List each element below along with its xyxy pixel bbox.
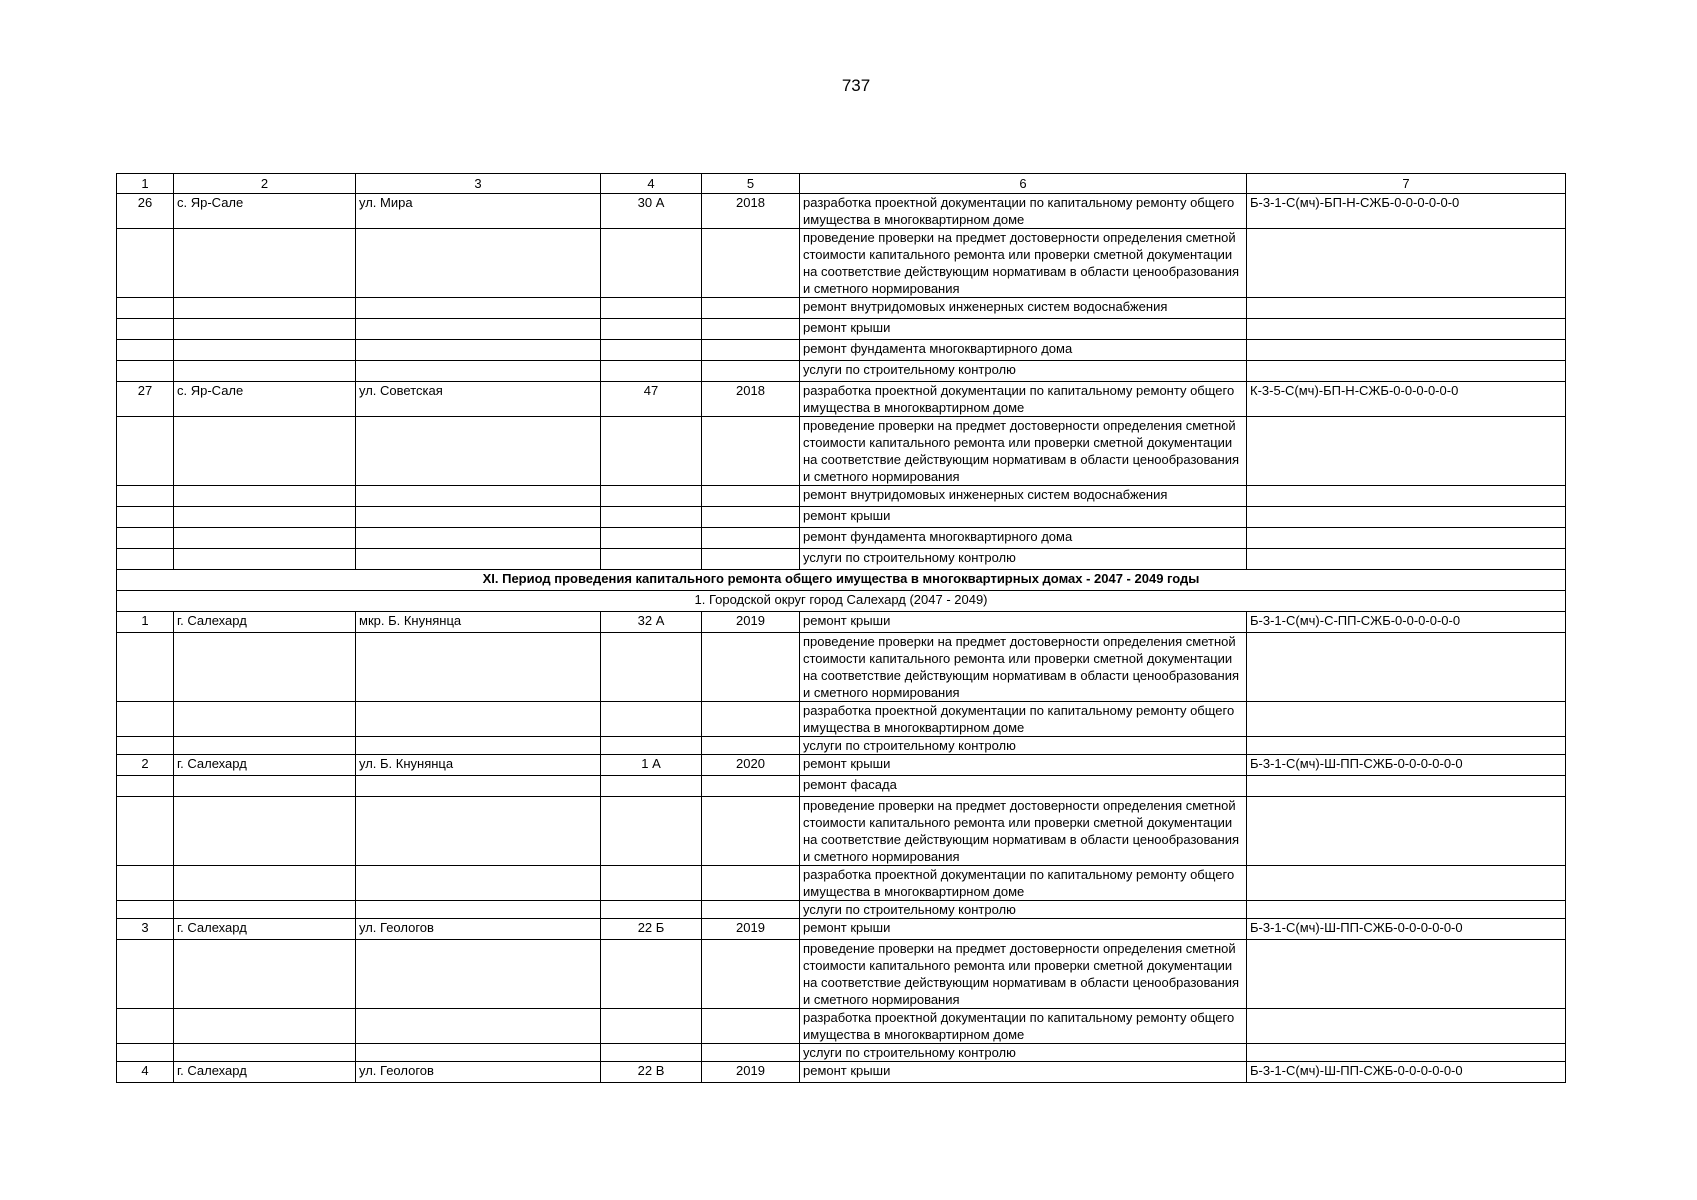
- row-number-cell: [117, 1044, 174, 1062]
- table-row: [117, 528, 1566, 549]
- street-cell: [356, 229, 601, 298]
- locality-cell: г. Салехард: [174, 755, 356, 776]
- table-row: [117, 361, 1566, 382]
- year-cell: [702, 797, 800, 866]
- street-cell: [356, 1009, 601, 1044]
- building-code-cell: [1247, 361, 1566, 382]
- house-number-cell: [601, 797, 702, 866]
- locality-cell: [174, 319, 356, 340]
- locality-cell: [174, 940, 356, 1009]
- row-number-cell: 3: [117, 919, 174, 940]
- house-number-cell: 32 А: [601, 612, 702, 633]
- street-cell: мкр. Б. Кнунянца: [356, 612, 601, 633]
- street-cell: [356, 776, 601, 797]
- locality-cell: [174, 702, 356, 737]
- year-cell: [702, 528, 800, 549]
- repair-registry-table: [116, 173, 1566, 1083]
- building-code-cell: [1247, 417, 1566, 486]
- house-number-cell: [601, 776, 702, 797]
- house-number-cell: [601, 229, 702, 298]
- table-row: [117, 1062, 1566, 1083]
- year-cell: [702, 1044, 800, 1062]
- house-number-cell: [601, 633, 702, 702]
- year-cell: 2019: [702, 919, 800, 940]
- work-type-cell: ремонт крыши: [800, 919, 1247, 940]
- building-code-cell: [1247, 737, 1566, 755]
- house-number-cell: [601, 702, 702, 737]
- row-number-cell: [117, 361, 174, 382]
- building-code-cell: [1247, 549, 1566, 570]
- locality-cell: [174, 797, 356, 866]
- street-cell: [356, 507, 601, 528]
- year-cell: [702, 633, 800, 702]
- house-number-cell: [601, 486, 702, 507]
- column-header: 3: [356, 174, 601, 194]
- year-cell: [702, 737, 800, 755]
- locality-cell: г. Салехард: [174, 1062, 356, 1083]
- building-code-cell: [1247, 507, 1566, 528]
- street-cell: [356, 298, 601, 319]
- locality-cell: [174, 507, 356, 528]
- table-row: [117, 755, 1566, 776]
- locality-cell: г. Салехард: [174, 919, 356, 940]
- building-code-cell: [1247, 1044, 1566, 1062]
- row-number-cell: [117, 866, 174, 901]
- year-cell: [702, 319, 800, 340]
- table-row: [117, 737, 1566, 755]
- work-type-cell: ремонт внутридомовых инженерных систем водоснабжения: [800, 486, 1247, 507]
- section-heading-row: [117, 570, 1566, 591]
- house-number-cell: [601, 1044, 702, 1062]
- table-row: [117, 776, 1566, 797]
- street-cell: [356, 417, 601, 486]
- work-type-cell: услуги по строительному контролю: [800, 737, 1247, 755]
- street-cell: [356, 340, 601, 361]
- row-number-cell: [117, 298, 174, 319]
- table-row: [117, 486, 1566, 507]
- building-code-cell: Б-3-1-С(мч)-Ш-ПП-СЖБ-0-0-0-0-0-0: [1247, 755, 1566, 776]
- table-row: [117, 417, 1566, 486]
- building-code-cell: [1247, 298, 1566, 319]
- street-cell: [356, 319, 601, 340]
- locality-cell: [174, 528, 356, 549]
- building-code-cell: [1247, 229, 1566, 298]
- house-number-cell: [601, 361, 702, 382]
- street-cell: [356, 737, 601, 755]
- work-type-cell: ремонт внутридомовых инженерных систем водоснабжения: [800, 298, 1247, 319]
- year-cell: [702, 940, 800, 1009]
- work-type-cell: разработка проектной документации по капитальному ремонту общего имущества в многоквартирном доме: [800, 866, 1247, 901]
- house-number-cell: [601, 1009, 702, 1044]
- street-cell: [356, 797, 601, 866]
- column-header: 4: [601, 174, 702, 194]
- building-code-cell: [1247, 776, 1566, 797]
- street-cell: [356, 528, 601, 549]
- building-code-cell: [1247, 319, 1566, 340]
- row-number-cell: [117, 776, 174, 797]
- work-type-cell: ремонт крыши: [800, 612, 1247, 633]
- house-number-cell: [601, 319, 702, 340]
- house-number-cell: [601, 507, 702, 528]
- year-cell: [702, 549, 800, 570]
- building-code-cell: [1247, 528, 1566, 549]
- row-number-cell: [117, 797, 174, 866]
- row-number-cell: [117, 229, 174, 298]
- table-header: [117, 174, 1566, 194]
- row-number-cell: [117, 737, 174, 755]
- table-row: [117, 1009, 1566, 1044]
- year-cell: [702, 229, 800, 298]
- street-cell: ул. Б. Кнунянца: [356, 755, 601, 776]
- row-number-cell: 27: [117, 382, 174, 417]
- locality-cell: [174, 776, 356, 797]
- row-number-cell: [117, 549, 174, 570]
- locality-cell: с. Яр-Сале: [174, 194, 356, 229]
- year-cell: [702, 901, 800, 919]
- locality-cell: [174, 361, 356, 382]
- table-row: [117, 797, 1566, 866]
- work-type-cell: проведение проверки на предмет достоверности определения сметной стоимости капитального ремонта или проверки сметной документации на соответствие действующим нормативам в области ценообразования и сметного нормирования: [800, 940, 1247, 1009]
- street-cell: ул. Мира: [356, 194, 601, 229]
- building-code-cell: К-3-5-С(мч)-БП-Н-СЖБ-0-0-0-0-0-0: [1247, 382, 1566, 417]
- section-heading: XI. Период проведения капитального ремонта общего имущества в многоквартирных домах - 2047 - 2049 годы: [117, 570, 1566, 591]
- year-cell: 2020: [702, 755, 800, 776]
- street-cell: [356, 901, 601, 919]
- work-type-cell: проведение проверки на предмет достоверности определения сметной стоимости капитального ремонта или проверки сметной документации на соответствие действующим нормативам в области ценообразования и сметного нормирования: [800, 633, 1247, 702]
- row-number-cell: 2: [117, 755, 174, 776]
- year-cell: [702, 486, 800, 507]
- house-number-cell: [601, 549, 702, 570]
- table-row: [117, 229, 1566, 298]
- building-code-cell: Б-3-1-С(мч)-Ш-ПП-СЖБ-0-0-0-0-0-0: [1247, 1062, 1566, 1083]
- year-cell: 2019: [702, 1062, 800, 1083]
- building-code-cell: [1247, 633, 1566, 702]
- row-number-cell: 4: [117, 1062, 174, 1083]
- building-code-cell: Б-3-1-С(мч)-С-ПП-СЖБ-0-0-0-0-0-0: [1247, 612, 1566, 633]
- row-number-cell: [117, 417, 174, 486]
- table-row: [117, 919, 1566, 940]
- column-header: 6: [800, 174, 1247, 194]
- year-cell: [702, 866, 800, 901]
- table-row: [117, 507, 1566, 528]
- work-type-cell: ремонт крыши: [800, 755, 1247, 776]
- house-number-cell: [601, 417, 702, 486]
- house-number-cell: [601, 298, 702, 319]
- row-number-cell: [117, 319, 174, 340]
- row-number-cell: 26: [117, 194, 174, 229]
- table-row: [117, 319, 1566, 340]
- table-row: [117, 612, 1566, 633]
- street-cell: ул. Геологов: [356, 919, 601, 940]
- work-type-cell: разработка проектной документации по капитальному ремонту общего имущества в многоквартирном доме: [800, 194, 1247, 229]
- column-header: 2: [174, 174, 356, 194]
- page-number: 737: [841, 76, 871, 95]
- subsection-heading: 1. Городской округ город Салехард (2047 - 2049): [117, 591, 1566, 612]
- locality-cell: [174, 298, 356, 319]
- row-number-cell: [117, 633, 174, 702]
- street-cell: [356, 866, 601, 901]
- row-number-cell: [117, 901, 174, 919]
- year-cell: [702, 776, 800, 797]
- work-type-cell: разработка проектной документации по капитальному ремонту общего имущества в многоквартирном доме: [800, 1009, 1247, 1044]
- work-type-cell: ремонт крыши: [800, 507, 1247, 528]
- building-code-cell: [1247, 866, 1566, 901]
- street-cell: [356, 361, 601, 382]
- work-type-cell: услуги по строительному контролю: [800, 549, 1247, 570]
- work-type-cell: ремонт крыши: [800, 1062, 1247, 1083]
- locality-cell: [174, 901, 356, 919]
- street-cell: [356, 549, 601, 570]
- row-number-cell: [117, 940, 174, 1009]
- row-number-cell: [117, 702, 174, 737]
- work-type-cell: услуги по строительному контролю: [800, 901, 1247, 919]
- building-code-cell: [1247, 901, 1566, 919]
- house-number-cell: [601, 340, 702, 361]
- table-row: [117, 298, 1566, 319]
- table-row: [117, 549, 1566, 570]
- street-cell: [356, 486, 601, 507]
- locality-cell: [174, 633, 356, 702]
- work-type-cell: ремонт крыши: [800, 319, 1247, 340]
- locality-cell: с. Яр-Сале: [174, 382, 356, 417]
- house-number-cell: [601, 940, 702, 1009]
- work-type-cell: разработка проектной документации по капитальному ремонту общего имущества в многоквартирном доме: [800, 382, 1247, 417]
- year-cell: [702, 417, 800, 486]
- row-number-cell: [117, 486, 174, 507]
- house-number-cell: [601, 866, 702, 901]
- year-cell: [702, 340, 800, 361]
- house-number-cell: 30 А: [601, 194, 702, 229]
- year-cell: [702, 507, 800, 528]
- year-cell: 2018: [702, 194, 800, 229]
- work-type-cell: ремонт фундамента многоквартирного дома: [800, 528, 1247, 549]
- house-number-cell: 22 В: [601, 1062, 702, 1083]
- table-row: [117, 901, 1566, 919]
- row-number-cell: 1: [117, 612, 174, 633]
- row-number-cell: [117, 507, 174, 528]
- house-number-cell: 1 А: [601, 755, 702, 776]
- column-header: 7: [1247, 174, 1566, 194]
- year-cell: [702, 361, 800, 382]
- year-cell: [702, 702, 800, 737]
- table-row: [117, 633, 1566, 702]
- locality-cell: [174, 737, 356, 755]
- building-code-cell: [1247, 702, 1566, 737]
- street-cell: [356, 633, 601, 702]
- table-row: [117, 194, 1566, 229]
- locality-cell: [174, 549, 356, 570]
- subsection-heading-row: [117, 591, 1566, 612]
- table-row: [117, 940, 1566, 1009]
- building-code-cell: [1247, 1009, 1566, 1044]
- year-cell: 2019: [702, 612, 800, 633]
- table-row: [117, 702, 1566, 737]
- table-row: [117, 1044, 1566, 1062]
- column-header: 1: [117, 174, 174, 194]
- locality-cell: [174, 866, 356, 901]
- building-code-cell: [1247, 340, 1566, 361]
- street-cell: ул. Советская: [356, 382, 601, 417]
- year-cell: [702, 1009, 800, 1044]
- house-number-cell: 47: [601, 382, 702, 417]
- work-type-cell: услуги по строительному контролю: [800, 361, 1247, 382]
- street-cell: [356, 940, 601, 1009]
- locality-cell: г. Салехард: [174, 612, 356, 633]
- building-code-cell: Б-3-1-С(мч)-Ш-ПП-СЖБ-0-0-0-0-0-0: [1247, 919, 1566, 940]
- house-number-cell: 22 Б: [601, 919, 702, 940]
- locality-cell: [174, 340, 356, 361]
- work-type-cell: проведение проверки на предмет достоверности определения сметной стоимости капитального ремонта или проверки сметной документации на соответствие действующим нормативам в области ценообразования и сметного нормирования: [800, 797, 1247, 866]
- work-type-cell: проведение проверки на предмет достоверности определения сметной стоимости капитального ремонта или проверки сметной документации на соответствие действующим нормативам в области ценообразования и сметного нормирования: [800, 417, 1247, 486]
- row-number-cell: [117, 528, 174, 549]
- column-header: 5: [702, 174, 800, 194]
- street-cell: [356, 1044, 601, 1062]
- locality-cell: [174, 486, 356, 507]
- building-code-cell: Б-3-1-С(мч)-БП-Н-СЖБ-0-0-0-0-0-0: [1247, 194, 1566, 229]
- table-row: [117, 866, 1566, 901]
- year-cell: [702, 298, 800, 319]
- house-number-cell: [601, 901, 702, 919]
- building-code-cell: [1247, 486, 1566, 507]
- locality-cell: [174, 229, 356, 298]
- work-type-cell: ремонт фундамента многоквартирного дома: [800, 340, 1247, 361]
- locality-cell: [174, 417, 356, 486]
- work-type-cell: услуги по строительному контролю: [800, 1044, 1247, 1062]
- house-number-cell: [601, 737, 702, 755]
- table-row: [117, 382, 1566, 417]
- street-cell: ул. Геологов: [356, 1062, 601, 1083]
- work-type-cell: проведение проверки на предмет достоверности определения сметной стоимости капитального ремонта или проверки сметной документации на соответствие действующим нормативам в области ценообразования и сметного нормирования: [800, 229, 1247, 298]
- year-cell: 2018: [702, 382, 800, 417]
- table-body: [117, 194, 1566, 1083]
- work-type-cell: разработка проектной документации по капитальному ремонту общего имущества в многоквартирном доме: [800, 702, 1247, 737]
- locality-cell: [174, 1044, 356, 1062]
- house-number-cell: [601, 528, 702, 549]
- table-row: [117, 340, 1566, 361]
- street-cell: [356, 702, 601, 737]
- row-number-cell: [117, 1009, 174, 1044]
- work-type-cell: ремонт фасада: [800, 776, 1247, 797]
- building-code-cell: [1247, 797, 1566, 866]
- row-number-cell: [117, 340, 174, 361]
- locality-cell: [174, 1009, 356, 1044]
- building-code-cell: [1247, 940, 1566, 1009]
